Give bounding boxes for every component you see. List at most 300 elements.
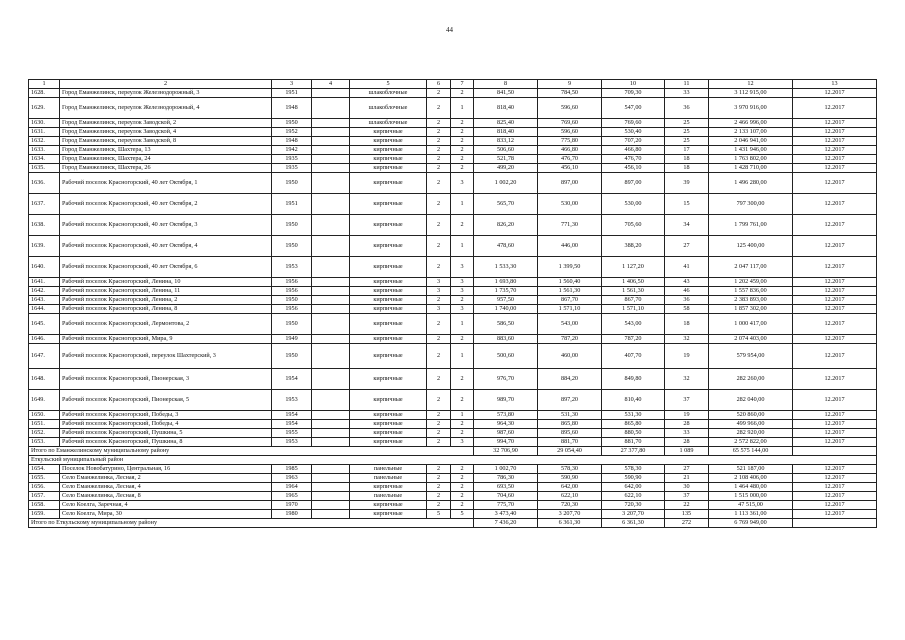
residents-cell: 28 — [665, 438, 709, 447]
wall-material-cell: кирпичные — [350, 483, 427, 492]
address-cell: Город Еманжелинск, Шахтера, 26 — [60, 164, 272, 173]
entrances-cell: 2 — [451, 483, 474, 492]
total-area-cell: 1 740,00 — [474, 305, 538, 314]
table-row — [29, 305, 877, 314]
year-cell: 1950 — [272, 344, 312, 369]
total-area-cell: 1 533,30 — [474, 257, 538, 278]
table-row — [29, 465, 877, 474]
floors-cell: 2 — [427, 257, 451, 278]
wall-material-cell: кирпичные — [350, 438, 427, 447]
living-area-cell: 895,60 — [538, 429, 602, 438]
year-cell: 1954 — [272, 420, 312, 429]
wall-material-cell: кирпичные — [350, 236, 427, 257]
col4-cell — [312, 344, 350, 369]
cost-cell: 521 187,00 — [709, 465, 793, 474]
entrances-cell: 2 — [451, 128, 474, 137]
living-area-cell: 446,00 — [538, 236, 602, 257]
total-area-cell: 521,78 — [474, 155, 538, 164]
total-area-cell: 825,40 — [474, 119, 538, 128]
row-number: 1644. — [29, 305, 60, 314]
entrances-cell: 2 — [451, 215, 474, 236]
living-area-cell: 642,00 — [538, 483, 602, 492]
wall-material-cell: кирпичные — [350, 369, 427, 390]
deadline-cell: 12.2017 — [793, 474, 877, 483]
cost-cell: 1 857 302,00 — [709, 305, 793, 314]
wall-material-cell: кирпичные — [350, 501, 427, 510]
residents-cell: 33 — [665, 89, 709, 98]
row-number: 1659. — [29, 510, 60, 519]
row-number: 1649. — [29, 390, 60, 411]
total-area-cell: 693,50 — [474, 483, 538, 492]
living-area-cell: 897,20 — [538, 390, 602, 411]
col4-cell — [312, 194, 350, 215]
address-cell: Рабочий поселок Красногорский, 40 лет Октября, 4 — [60, 236, 272, 257]
total-area-cell: 826,20 — [474, 215, 538, 236]
table-row — [29, 438, 877, 447]
floors-cell: 2 — [427, 429, 451, 438]
row-number: 1653. — [29, 438, 60, 447]
total-area-cell: 841,50 — [474, 89, 538, 98]
wall-material-cell: панельные — [350, 492, 427, 501]
page-number: 44 — [446, 26, 453, 34]
residents-cell: 37 — [665, 492, 709, 501]
table-row — [29, 344, 877, 369]
residents-cell: 36 — [665, 98, 709, 119]
residents-cell: 34 — [665, 215, 709, 236]
year-cell: 1949 — [272, 335, 312, 344]
cost-cell: 47 515,00 — [709, 501, 793, 510]
table-row — [29, 155, 877, 164]
living-area-cell: 775,80 — [538, 137, 602, 146]
row-number: 1656. — [29, 483, 60, 492]
total-area-cell: 7 436,20 — [474, 519, 538, 528]
table-row — [29, 146, 877, 155]
living-area-cell: 1 571,10 — [538, 305, 602, 314]
floors-cell: 2 — [427, 438, 451, 447]
living-area-cell: 590,90 — [538, 474, 602, 483]
entrances-cell: 2 — [451, 420, 474, 429]
table-row — [29, 89, 877, 98]
total-area-cell: 499,20 — [474, 164, 538, 173]
address-cell: Рабочий поселок Красногорский, Пушкина, 5 — [60, 429, 272, 438]
row-number: 1636. — [29, 173, 60, 194]
wall-material-cell: кирпичные — [350, 411, 427, 420]
wall-material-cell: кирпичные — [350, 305, 427, 314]
col4-cell — [312, 98, 350, 119]
deadline-cell: 12.2017 — [793, 501, 877, 510]
residential-area-cell: 720,30 — [602, 501, 665, 510]
cost-cell: 2 466 996,00 — [709, 119, 793, 128]
residential-area-cell: 590,90 — [602, 474, 665, 483]
residential-area-cell: 897,00 — [602, 173, 665, 194]
residents-cell: 25 — [665, 119, 709, 128]
residents-cell: 21 — [665, 474, 709, 483]
col4-cell — [312, 465, 350, 474]
table-row — [29, 278, 877, 287]
year-cell: 1950 — [272, 215, 312, 236]
address-cell: Рабочий поселок Красногорский, Пионерская, 5 — [60, 390, 272, 411]
total-label: Итого по Еманжелинскому муниципальному району — [29, 447, 474, 456]
total-area-cell: 786,30 — [474, 474, 538, 483]
table-row — [29, 420, 877, 429]
address-cell: Село Коелга, Заречная, 4 — [60, 501, 272, 510]
entrances-cell: 2 — [451, 474, 474, 483]
year-cell: 1951 — [272, 89, 312, 98]
row-number: 1648. — [29, 369, 60, 390]
residents-cell: 272 — [665, 519, 709, 528]
floors-cell: 2 — [427, 492, 451, 501]
entrances-cell: 2 — [451, 296, 474, 305]
residents-cell: 33 — [665, 429, 709, 438]
col4-cell — [312, 278, 350, 287]
residential-area-cell: 476,70 — [602, 155, 665, 164]
residents-cell: 1 089 — [665, 447, 709, 456]
wall-material-cell: панельные — [350, 465, 427, 474]
column-number-11: 11 — [665, 80, 709, 89]
address-cell: Рабочий поселок Красногорский, Мира, 9 — [60, 335, 272, 344]
deadline-cell: 12.2017 — [793, 411, 877, 420]
deadline-cell: 12.2017 — [793, 257, 877, 278]
row-number: 1652. — [29, 429, 60, 438]
floors-cell: 2 — [427, 296, 451, 305]
living-area-cell: 543,00 — [538, 314, 602, 335]
deadline-cell: 12.2017 — [793, 314, 877, 335]
deadline-cell — [793, 447, 877, 456]
cost-cell: 6 769 949,00 — [709, 519, 793, 528]
entrances-cell: 3 — [451, 173, 474, 194]
row-number: 1642. — [29, 287, 60, 296]
year-cell: 1970 — [272, 501, 312, 510]
residents-cell: 37 — [665, 390, 709, 411]
entrances-cell: 2 — [451, 119, 474, 128]
residents-cell: 46 — [665, 287, 709, 296]
year-cell: 1955 — [272, 429, 312, 438]
address-cell: Город Еманжелинск, Шахтера, 24 — [60, 155, 272, 164]
residential-area-cell: 709,30 — [602, 89, 665, 98]
cost-cell: 2 074 403,00 — [709, 335, 793, 344]
table-row — [29, 257, 877, 278]
total-area-cell: 1 002,20 — [474, 173, 538, 194]
total-row — [29, 519, 877, 528]
col4-cell — [312, 257, 350, 278]
entrances-cell: 2 — [451, 146, 474, 155]
cost-cell: 3 970 916,00 — [709, 98, 793, 119]
wall-material-cell: кирпичные — [350, 137, 427, 146]
column-number-9: 9 — [538, 80, 602, 89]
address-cell: Рабочий поселок Красногорский, Лермонтова, 2 — [60, 314, 272, 335]
deadline-cell: 12.2017 — [793, 119, 877, 128]
entrances-cell: 2 — [451, 492, 474, 501]
entrances-cell: 2 — [451, 465, 474, 474]
deadline-cell: 12.2017 — [793, 344, 877, 369]
entrances-cell: 1 — [451, 194, 474, 215]
col4-cell — [312, 137, 350, 146]
floors-cell: 2 — [427, 146, 451, 155]
residents-cell: 32 — [665, 369, 709, 390]
total-row — [29, 447, 877, 456]
floors-cell: 2 — [427, 390, 451, 411]
living-area-cell: 769,60 — [538, 119, 602, 128]
table-row — [29, 215, 877, 236]
year-cell: 1985 — [272, 465, 312, 474]
cost-cell: 797 300,00 — [709, 194, 793, 215]
deadline-cell: 12.2017 — [793, 335, 877, 344]
table-row — [29, 173, 877, 194]
column-number-12: 12 — [709, 80, 793, 89]
wall-material-cell: кирпичные — [350, 420, 427, 429]
deadline-cell: 12.2017 — [793, 236, 877, 257]
living-area-cell: 784,50 — [538, 89, 602, 98]
cost-cell: 1 557 836,00 — [709, 287, 793, 296]
entrances-cell: 3 — [451, 305, 474, 314]
column-number-header-row — [29, 80, 877, 89]
total-area-cell: 32 706,90 — [474, 447, 538, 456]
deadline-cell: 12.2017 — [793, 194, 877, 215]
floors-cell: 2 — [427, 369, 451, 390]
table-row — [29, 194, 877, 215]
entrances-cell: 2 — [451, 369, 474, 390]
cost-cell: 2 383 893,00 — [709, 296, 793, 305]
address-cell: Рабочий поселок Красногорский, Ленина, 8 — [60, 305, 272, 314]
column-number-10: 10 — [602, 80, 665, 89]
living-area-cell: 867,70 — [538, 296, 602, 305]
floors-cell: 2 — [427, 474, 451, 483]
wall-material-cell: кирпичные — [350, 278, 427, 287]
total-area-cell: 1 002,70 — [474, 465, 538, 474]
col4-cell — [312, 420, 350, 429]
address-cell: Рабочий поселок Красногорский, 40 лет Октября, 1 — [60, 173, 272, 194]
residents-cell: 25 — [665, 128, 709, 137]
table-row — [29, 501, 877, 510]
cost-cell: 2 572 822,00 — [709, 438, 793, 447]
housing-registry-table — [28, 79, 877, 528]
wall-material-cell: кирпичные — [350, 314, 427, 335]
living-area-cell: 1 399,50 — [538, 257, 602, 278]
year-cell: 1956 — [272, 278, 312, 287]
col4-cell — [312, 510, 350, 519]
total-area-cell: 704,60 — [474, 492, 538, 501]
floors-cell: 2 — [427, 119, 451, 128]
col4-cell — [312, 483, 350, 492]
living-area-cell: 596,60 — [538, 98, 602, 119]
cost-cell: 282 920,00 — [709, 429, 793, 438]
residential-area-cell: 867,70 — [602, 296, 665, 305]
residential-area-cell: 456,10 — [602, 164, 665, 173]
cost-cell: 2 047 117,00 — [709, 257, 793, 278]
year-cell: 1956 — [272, 287, 312, 296]
floors-cell: 2 — [427, 335, 451, 344]
wall-material-cell: шлакоблочные — [350, 89, 427, 98]
address-cell: Рабочий поселок Красногорский, Пушкина, 8 — [60, 438, 272, 447]
residents-cell: 15 — [665, 194, 709, 215]
address-cell: Село Еманжелинка, Лесная, 2 — [60, 474, 272, 483]
residential-area-cell: 543,00 — [602, 314, 665, 335]
deadline-cell: 12.2017 — [793, 98, 877, 119]
deadline-cell: 12.2017 — [793, 155, 877, 164]
residents-cell: 17 — [665, 146, 709, 155]
entrances-cell: 3 — [451, 257, 474, 278]
cost-cell: 2 046 941,00 — [709, 137, 793, 146]
deadline-cell: 12.2017 — [793, 429, 877, 438]
residents-cell: 18 — [665, 164, 709, 173]
row-number: 1635. — [29, 164, 60, 173]
residential-area-cell: 578,30 — [602, 465, 665, 474]
address-cell: Село Коелга, Мира, 30 — [60, 510, 272, 519]
residential-area-cell: 1 561,30 — [602, 287, 665, 296]
year-cell: 1953 — [272, 438, 312, 447]
column-number-13: 13 — [793, 80, 877, 89]
address-cell: Рабочий поселок Красногорский, 40 лет Октября, 2 — [60, 194, 272, 215]
column-number-6: 6 — [427, 80, 451, 89]
floors-cell: 2 — [427, 344, 451, 369]
table-row — [29, 164, 877, 173]
col4-cell — [312, 335, 350, 344]
cost-cell: 65 575 144,00 — [709, 447, 793, 456]
year-cell: 1964 — [272, 483, 312, 492]
col4-cell — [312, 146, 350, 155]
living-area-cell: 530,00 — [538, 194, 602, 215]
row-number: 1630. — [29, 119, 60, 128]
entrances-cell: 1 — [451, 344, 474, 369]
residential-area-cell: 547,00 — [602, 98, 665, 119]
floors-cell: 2 — [427, 314, 451, 335]
residents-cell: 36 — [665, 296, 709, 305]
floors-cell: 2 — [427, 164, 451, 173]
col4-cell — [312, 215, 350, 236]
floors-cell: 2 — [427, 173, 451, 194]
floors-cell: 2 — [427, 465, 451, 474]
total-area-cell: 478,60 — [474, 236, 538, 257]
table-row — [29, 411, 877, 420]
residential-area-cell: 642,00 — [602, 483, 665, 492]
year-cell: 1951 — [272, 194, 312, 215]
year-cell: 1954 — [272, 411, 312, 420]
deadline-cell: 12.2017 — [793, 465, 877, 474]
entrances-cell: 1 — [451, 314, 474, 335]
year-cell: 1950 — [272, 296, 312, 305]
floors-cell: 2 — [427, 483, 451, 492]
total-area-cell: 3 473,40 — [474, 510, 538, 519]
col4-cell — [312, 305, 350, 314]
year-cell: 1963 — [272, 474, 312, 483]
address-cell: Рабочий поселок Красногорский, 40 лет Октября, 3 — [60, 215, 272, 236]
year-cell: 1954 — [272, 369, 312, 390]
living-area-cell: 881,70 — [538, 438, 602, 447]
row-number: 1637. — [29, 194, 60, 215]
wall-material-cell: кирпичные — [350, 510, 427, 519]
address-cell: Рабочий поселок Красногорский, Победы, 4 — [60, 420, 272, 429]
year-cell: 1956 — [272, 305, 312, 314]
row-number: 1639. — [29, 236, 60, 257]
table-row — [29, 296, 877, 305]
table-row — [29, 483, 877, 492]
address-cell: Село Еманжелинка, Лесная, 4 — [60, 483, 272, 492]
cost-cell: 1 428 710,00 — [709, 164, 793, 173]
column-number-4: 4 — [312, 80, 350, 89]
floors-cell: 2 — [427, 501, 451, 510]
row-number: 1651. — [29, 420, 60, 429]
total-area-cell: 987,60 — [474, 429, 538, 438]
living-area-cell: 865,80 — [538, 420, 602, 429]
entrances-cell: 2 — [451, 137, 474, 146]
total-area-cell: 500,60 — [474, 344, 538, 369]
total-area-cell: 976,70 — [474, 369, 538, 390]
residential-area-cell: 769,60 — [602, 119, 665, 128]
col4-cell — [312, 501, 350, 510]
residential-area-cell: 705,60 — [602, 215, 665, 236]
year-cell: 1950 — [272, 119, 312, 128]
residential-area-cell: 6 361,30 — [602, 519, 665, 528]
cost-cell: 282 040,00 — [709, 390, 793, 411]
deadline-cell: 12.2017 — [793, 492, 877, 501]
col4-cell — [312, 390, 350, 411]
row-number: 1655. — [29, 474, 60, 483]
address-cell: Рабочий поселок Красногорский, Ленина, 10 — [60, 278, 272, 287]
cost-cell: 579 954,00 — [709, 344, 793, 369]
address-cell: Село Еманжелинка, Лесная, 8 — [60, 492, 272, 501]
entrances-cell: 5 — [451, 510, 474, 519]
living-area-cell: 897,00 — [538, 173, 602, 194]
wall-material-cell: кирпичные — [350, 344, 427, 369]
living-area-cell: 787,20 — [538, 335, 602, 344]
living-area-cell: 596,60 — [538, 128, 602, 137]
deadline-cell: 12.2017 — [793, 369, 877, 390]
total-area-cell: 883,60 — [474, 335, 538, 344]
wall-material-cell: шлакоблочные — [350, 119, 427, 128]
cost-cell: 282 260,00 — [709, 369, 793, 390]
residential-area-cell: 531,30 — [602, 411, 665, 420]
col4-cell — [312, 236, 350, 257]
living-area-cell: 6 361,30 — [538, 519, 602, 528]
residential-area-cell: 865,80 — [602, 420, 665, 429]
section-row — [29, 456, 877, 465]
wall-material-cell: кирпичные — [350, 287, 427, 296]
year-cell: 1950 — [272, 314, 312, 335]
residents-cell: 22 — [665, 501, 709, 510]
address-cell: Город Еманжелинск, переулок Железнодорожный, 4 — [60, 98, 272, 119]
column-number-7: 7 — [451, 80, 474, 89]
living-area-cell: 884,20 — [538, 369, 602, 390]
floors-cell: 2 — [427, 215, 451, 236]
wall-material-cell: кирпичные — [350, 429, 427, 438]
cost-cell: 1 763 802,00 — [709, 155, 793, 164]
row-number: 1629. — [29, 98, 60, 119]
total-area-cell: 989,70 — [474, 390, 538, 411]
row-number: 1640. — [29, 257, 60, 278]
residential-area-cell: 622,10 — [602, 492, 665, 501]
col4-cell — [312, 89, 350, 98]
col4-cell — [312, 438, 350, 447]
wall-material-cell: кирпичные — [350, 128, 427, 137]
residents-cell: 27 — [665, 236, 709, 257]
col4-cell — [312, 314, 350, 335]
table-row — [29, 492, 877, 501]
row-number: 1643. — [29, 296, 60, 305]
deadline-cell: 12.2017 — [793, 483, 877, 492]
total-area-cell: 775,70 — [474, 501, 538, 510]
floors-cell: 2 — [427, 89, 451, 98]
floors-cell: 3 — [427, 287, 451, 296]
address-cell: Рабочий поселок Красногорский, Ленина, 11 — [60, 287, 272, 296]
column-number-3: 3 — [272, 80, 312, 89]
entrances-cell: 2 — [451, 155, 474, 164]
table-row — [29, 314, 877, 335]
living-area-cell: 1 561,30 — [538, 287, 602, 296]
deadline-cell — [793, 519, 877, 528]
residents-cell: 18 — [665, 155, 709, 164]
residential-area-cell: 27 377,80 — [602, 447, 665, 456]
row-number: 1646. — [29, 335, 60, 344]
